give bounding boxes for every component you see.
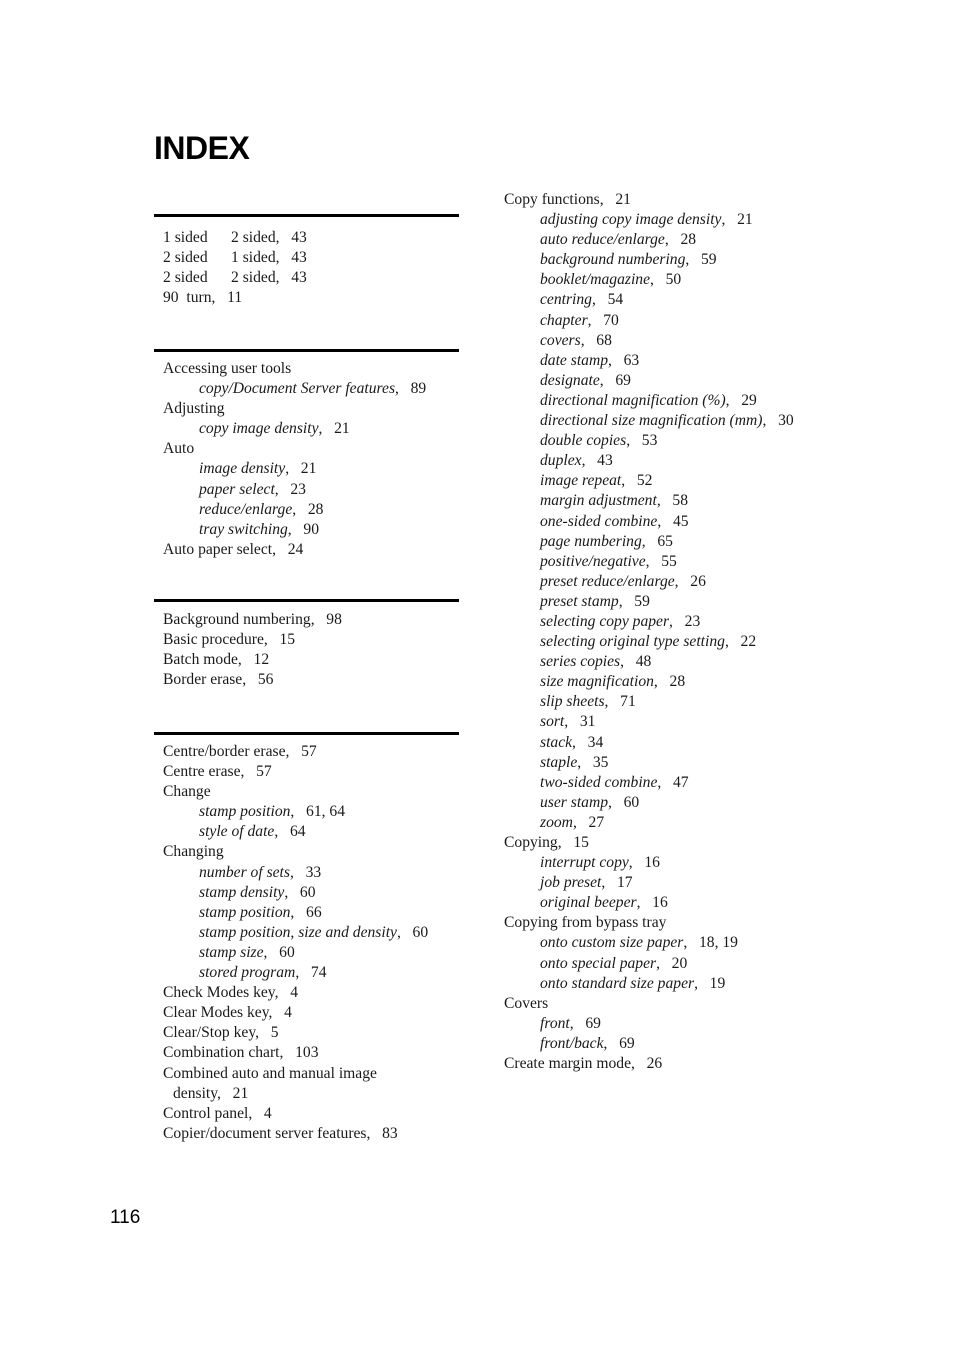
index-subentry: page numbering, 65: [540, 532, 673, 550]
entry-term: stamp position: [199, 803, 291, 821]
entry-pages: 21: [300, 460, 317, 478]
index-subentry: onto standard size paper, 19: [540, 974, 726, 992]
index-subentry: auto reduce/enlarge, 28: [540, 231, 697, 249]
entry-term: tray switching: [199, 520, 288, 538]
entry-term: background numbering: [540, 251, 686, 269]
index-subentry: chapter, 70: [540, 311, 619, 329]
entry-term: chapter: [540, 311, 588, 329]
index-entry: Copier/document server features, 83: [163, 1124, 398, 1142]
entry-term: directional magnification (%): [540, 391, 726, 409]
entry-pages: 28: [307, 500, 324, 518]
entry-term: front/back: [540, 1034, 604, 1052]
index-subentry: tray switching, 90: [199, 520, 319, 538]
entry-pages: 23: [290, 480, 306, 498]
entry-term: page numbering: [540, 532, 642, 550]
entry-pages: 4: [263, 1104, 272, 1122]
entry-term: selecting original type setting: [540, 633, 725, 651]
index-subentry: background numbering, 59: [540, 251, 717, 269]
entry-pages: 60: [299, 883, 316, 901]
index-subentry: preset stamp, 59: [540, 592, 650, 610]
entry-pages: 52: [636, 472, 653, 490]
entry-pages: 34: [587, 733, 604, 751]
entry-pages: 18, 19: [698, 934, 738, 952]
index-subentry: staple, 35: [540, 753, 609, 771]
entry-pages: 50: [665, 271, 682, 289]
index-subentry: directional size magnification (mm), 30: [540, 412, 794, 430]
entry-term: copy image density: [199, 420, 319, 438]
index-subentry: margin adjustment, 58: [540, 492, 688, 510]
entry-term: centring: [540, 291, 592, 309]
page-title: INDEX: [154, 130, 250, 166]
entry-pages: 63: [623, 351, 640, 369]
index-subentry: image density, 21: [199, 460, 317, 478]
entry-term: Clear Modes key: [163, 1004, 269, 1022]
section-divider-numbers: [154, 214, 459, 217]
entry-term: Combination chart: [163, 1044, 280, 1062]
index-section-c-left: [163, 742, 463, 1144]
entry-pages: 20: [671, 954, 688, 972]
entry-term: positive/negative: [540, 552, 646, 570]
entry-text: 1 sided 2 sided, 43: [163, 229, 307, 246]
entry-term: Covers: [504, 994, 549, 1012]
entry-pages: 28: [669, 673, 686, 691]
index-subentry: stamp position, size and density, 60: [199, 923, 429, 941]
index-subentry: slip sheets, 71: [540, 693, 636, 711]
entry-term: Auto: [163, 440, 195, 458]
entry-term: onto custom size paper: [540, 934, 684, 952]
index-entry: [163, 288, 463, 308]
entry-pages: 59: [634, 592, 650, 610]
index-subentry: booklet/magazine, 50: [540, 271, 682, 289]
entry-term: adjusting copy image density: [540, 211, 722, 229]
entry-term: stamp density: [199, 883, 285, 901]
index-entry: [504, 994, 924, 1014]
entry-term: onto special paper: [540, 954, 657, 972]
entry-pages: 71: [620, 693, 636, 711]
index-subentry: size magnification, 28: [540, 673, 686, 691]
index-subentry: stamp position, 66: [199, 903, 322, 921]
entry-term: Basic procedure: [163, 631, 264, 649]
index-subentry: selecting original type setting, 22: [540, 633, 757, 651]
entry-term: directional size magnification (mm): [540, 412, 763, 430]
entry-pages: 74: [310, 964, 327, 982]
index-entry: Check Modes key, 4: [163, 984, 298, 1002]
entry-term: Centre/border erase: [163, 743, 286, 760]
entry-term: stamp size: [199, 943, 264, 961]
entry-term: number of sets: [199, 863, 290, 881]
entry-term: stored program: [199, 964, 296, 982]
entry-term: stamp position, size and density: [199, 923, 397, 941]
entry-pages: 55: [661, 552, 677, 570]
entry-term: Copy functions: [504, 191, 600, 208]
entry-pages: 59: [700, 251, 717, 269]
entry-term: Background numbering: [163, 611, 311, 628]
index-subentry: one-sided combine, 45: [540, 512, 689, 530]
index-subentry: double copies, 53: [540, 432, 658, 450]
entry-pages: 21: [334, 420, 350, 438]
index-entry: Create margin mode, 26: [504, 1055, 663, 1073]
entry-term: size magnification: [540, 673, 654, 691]
entry-pages: 48: [635, 653, 652, 671]
index-entry: [163, 439, 463, 459]
entry-term: date stamp: [540, 351, 609, 369]
entry-term: style of date: [199, 823, 275, 841]
entry-term: Auto paper select: [163, 540, 273, 558]
index-entry: density, 21: [173, 1084, 249, 1102]
index-subentry: duplex, 43: [540, 452, 613, 470]
entry-pages: 26: [690, 572, 706, 590]
section-divider-a: [154, 349, 459, 352]
entry-term: zoom: [540, 813, 573, 831]
entry-pages: 24: [287, 540, 304, 558]
entry-pages: 69: [585, 1014, 601, 1032]
index-subentry: original beeper, 16: [540, 894, 668, 912]
index-entry: [163, 359, 463, 379]
entry-text: 2 sided 1 sided, 43: [163, 249, 307, 267]
index-subentry: front/back, 69: [540, 1034, 635, 1052]
entry-pages: 27: [588, 813, 605, 831]
entry-pages: 16: [644, 854, 660, 872]
entry-pages: 31: [579, 713, 596, 731]
index-subentry: reduce/enlarge, 28: [199, 500, 324, 518]
index-entry: [163, 268, 463, 288]
index-entry: Background numbering, 98: [163, 611, 342, 628]
entry-pages: 21: [232, 1084, 249, 1102]
entry-term: job preset: [540, 874, 602, 892]
index-subentry: zoom, 27: [540, 813, 605, 831]
index-subentry: centring, 54: [540, 291, 624, 309]
index-subentry: style of date, 64: [199, 823, 306, 841]
entry-pages: 89: [410, 380, 427, 398]
index-subentry: onto special paper, 20: [540, 954, 688, 972]
entry-term: covers: [540, 331, 581, 349]
entry-term: image repeat: [540, 472, 622, 490]
section-divider-b: [154, 599, 459, 602]
entry-pages: 17: [616, 874, 633, 892]
entry-pages: 21: [615, 191, 631, 208]
entry-term: Change: [163, 783, 211, 801]
entry-pages: 58: [672, 492, 688, 510]
entry-pages: 23: [684, 612, 701, 630]
entry-term: margin adjustment: [540, 492, 657, 510]
index-subentry: date stamp, 63: [540, 351, 640, 369]
entry-pages: 98: [326, 611, 342, 628]
entry-pages: 16: [652, 894, 668, 912]
entry-term: Batch mode: [163, 651, 238, 669]
index-section-a: [163, 359, 463, 560]
entry-term: Combined auto and manual image: [163, 1064, 377, 1082]
index-entry: Clear Modes key, 4: [163, 1004, 292, 1022]
entry-pages: 90: [303, 520, 319, 538]
index-subentry: stack, 34: [540, 733, 604, 751]
index-entry: Auto paper select, 24: [163, 540, 304, 558]
entry-term: stamp position: [199, 903, 291, 921]
index-section-c-right: [504, 190, 924, 1074]
entry-pages: 15: [279, 631, 296, 649]
entry-pages: 35: [592, 753, 609, 771]
entry-pages: 15: [573, 834, 589, 851]
index-subentry: positive/negative, 55: [540, 552, 677, 570]
entry-pages: 61, 64: [306, 803, 345, 821]
entry-pages: 69: [615, 371, 631, 389]
index-subentry: onto custom size paper, 18, 19: [540, 934, 738, 952]
index-subentry: stamp density, 60: [199, 883, 316, 901]
entry-term: one-sided combine: [540, 512, 658, 530]
entry-pages: 68: [596, 331, 612, 349]
entry-text: 2 sided 2 sided, 43: [163, 269, 307, 287]
entry-pages: 21: [737, 211, 753, 229]
index-entry: Clear/Stop key, 5: [163, 1024, 279, 1042]
entry-pages: 22: [740, 633, 757, 651]
entry-term: original beeper: [540, 894, 637, 912]
index-entry: Combination chart, 103: [163, 1044, 319, 1062]
entry-pages: 54: [607, 291, 624, 309]
entry-pages: 28: [680, 231, 697, 249]
entry-pages: 12: [253, 651, 270, 669]
index-subentry: copy image density, 21: [199, 420, 350, 438]
entry-pages: 83: [382, 1124, 398, 1142]
entry-term: sort: [540, 713, 565, 731]
index-subentry: adjusting copy image density, 21: [540, 211, 753, 229]
entry-term: preset stamp: [540, 592, 619, 610]
entry-pages: 57: [301, 743, 317, 760]
index-entry: Basic procedure, 15: [163, 631, 296, 649]
index-subentry: number of sets, 33: [199, 863, 322, 881]
entry-pages: 26: [646, 1055, 663, 1073]
index-subentry: user stamp, 60: [540, 793, 640, 811]
index-entry: [163, 782, 463, 802]
index-entry: Centre erase, 57: [163, 763, 272, 781]
entry-term: paper select: [199, 480, 275, 498]
entry-pages: 56: [257, 671, 274, 689]
index-entry: [163, 399, 463, 419]
entry-pages: 4: [284, 1004, 292, 1022]
entry-term: Changing: [163, 843, 224, 861]
entry-pages: 5: [270, 1024, 279, 1042]
entry-pages: 66: [306, 903, 322, 921]
index-entry: Centre/border erase, 57: [163, 743, 317, 760]
entry-term: density: [173, 1084, 218, 1102]
entry-pages: 64: [289, 823, 306, 841]
entry-pages: 47: [672, 773, 689, 791]
entry-term: Border erase: [163, 671, 243, 689]
index-entry: Control panel, 4: [163, 1104, 272, 1122]
entry-term: booklet/magazine: [540, 271, 651, 289]
entry-pages: 60: [412, 923, 429, 941]
index-entry: [163, 1064, 463, 1084]
entry-pages: 33: [305, 863, 322, 881]
entry-pages: 60: [623, 793, 640, 811]
index-subentry: image repeat, 52: [540, 472, 653, 490]
index-subentry: interrupt copy, 16: [540, 854, 660, 872]
entry-term: Create margin mode: [504, 1055, 632, 1073]
entry-term: front: [540, 1014, 570, 1032]
entry-term: Adjusting: [163, 400, 225, 418]
entry-term: two-sided combine: [540, 773, 658, 791]
page-number: 116: [110, 1207, 141, 1228]
index-entry: [163, 228, 463, 248]
entry-pages: 43: [597, 452, 613, 470]
index-subentry: preset reduce/enlarge, 26: [540, 572, 706, 590]
entry-term: auto reduce/enlarge: [540, 231, 665, 249]
entry-term: interrupt copy: [540, 854, 629, 872]
entry-term: copy/Document Server features: [199, 380, 396, 398]
index-entry: Copying, 15: [504, 834, 589, 851]
entry-term: Accessing user tools: [163, 360, 292, 377]
entry-term: series copies: [540, 653, 621, 671]
entry-term: staple: [540, 753, 578, 771]
entry-pages: 4: [290, 984, 298, 1002]
index-subentry: series copies, 48: [540, 653, 652, 671]
entry-term: reduce/enlarge: [199, 500, 293, 518]
entry-pages: 30: [778, 412, 794, 430]
entry-pages: 45: [672, 512, 689, 530]
index-subentry: sort, 31: [540, 713, 596, 731]
index-subentry: copy/Document Server features, 89: [199, 380, 427, 398]
entry-term: Copier/document server features: [163, 1124, 367, 1142]
index-entry: [163, 842, 463, 862]
index-subentry: paper select, 23: [199, 480, 306, 498]
index-subentry: covers, 68: [540, 331, 612, 349]
entry-term: Copying: [504, 834, 558, 851]
entry-term: Centre erase: [163, 763, 241, 781]
index-entry: Batch mode, 12: [163, 651, 270, 669]
section-divider-c: [154, 732, 459, 735]
index-entry: Copy functions, 21: [504, 191, 631, 208]
index-subentry: stamp size, 60: [199, 943, 295, 961]
index-subentry: two-sided combine, 47: [540, 773, 689, 791]
entry-term: Check Modes key: [163, 984, 275, 1002]
entry-pages: 69: [619, 1034, 635, 1052]
index-entry: [504, 913, 924, 933]
index-subentry: job preset, 17: [540, 874, 633, 892]
index-subentry: stored program, 74: [199, 964, 327, 982]
entry-pages: 70: [603, 311, 619, 329]
entry-pages: 65: [657, 532, 673, 550]
entry-term: selecting copy paper: [540, 612, 670, 630]
index-subentry: designate, 69: [540, 371, 631, 389]
entry-term: Copying from bypass tray: [504, 914, 667, 932]
entry-pages: 57: [256, 763, 272, 781]
index-subentry: front, 69: [540, 1014, 601, 1032]
entry-term: preset reduce/enlarge: [540, 572, 675, 590]
entry-term: slip sheets: [540, 693, 605, 711]
entry-term: duplex: [540, 452, 582, 470]
index-entry: [163, 248, 463, 268]
entry-term: user stamp: [540, 793, 609, 811]
entry-term: stack: [540, 733, 573, 751]
entry-term: Clear/Stop key: [163, 1024, 256, 1042]
entry-term: designate: [540, 371, 600, 389]
entry-term: onto standard size paper: [540, 974, 695, 992]
entry-pages: 29: [741, 391, 757, 409]
index-subentry: selecting copy paper, 23: [540, 612, 701, 630]
entry-text: 90 turn, 11: [163, 289, 243, 307]
entry-pages: 53: [641, 432, 658, 450]
entry-pages: 60: [279, 943, 295, 961]
entry-pages: 103: [295, 1044, 319, 1062]
index-section-numbers: [163, 228, 463, 308]
index-entry: Border erase, 56: [163, 671, 274, 689]
index-subentry: stamp position, 61, 64: [199, 803, 345, 821]
index-subentry: directional magnification (%), 29: [540, 391, 757, 409]
entry-term: Control panel: [163, 1104, 249, 1122]
entry-term: image density: [199, 460, 286, 478]
index-section-b: [163, 610, 463, 690]
entry-term: double copies: [540, 432, 627, 450]
entry-pages: 19: [709, 974, 726, 992]
